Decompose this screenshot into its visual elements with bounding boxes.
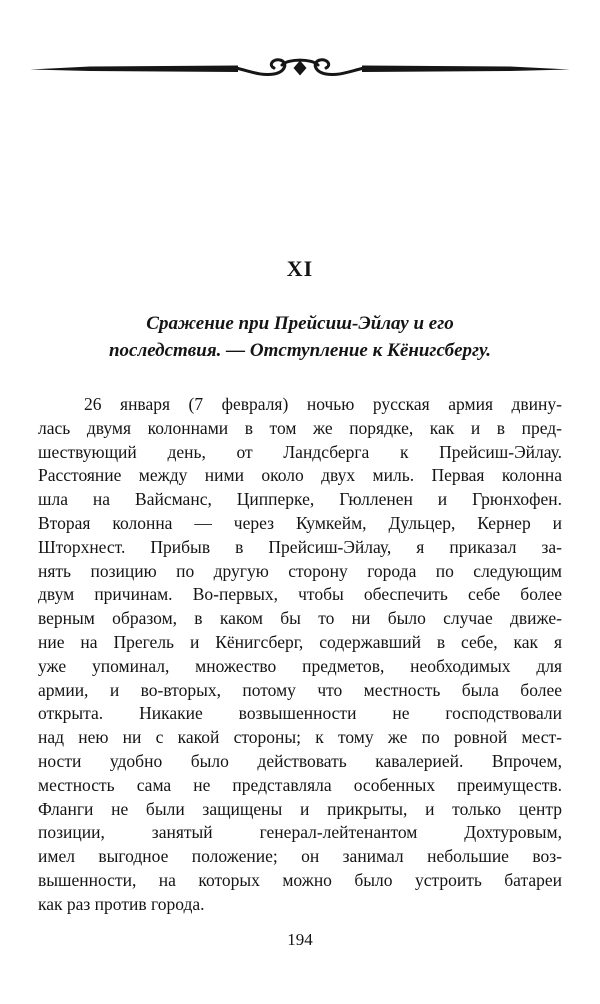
body-text-line: армии, и во-вторых, потому что местность была более	[38, 679, 562, 700]
body-text-line: над нею ни с какой стороны; к тому же по ровной мест-	[38, 727, 562, 748]
body-text-line: Фланги не были защищены и прикрыты, и только центр	[38, 798, 562, 819]
body-text-line: шла на Вайсманс, Ципперке, Гюлленен и Грюнхофен.	[38, 489, 562, 510]
body-text-line: вышенности, на которых можно было устроить батареи	[38, 869, 562, 890]
body-text-line: как раз против города.	[38, 893, 205, 914]
body-text-line: двум причинам. Во-первых, чтобы обеспечить себе более	[38, 584, 562, 605]
body-text-line: позиции, занятый генерал-лейтенантом Дохтуровым,	[38, 822, 562, 843]
body-text-line: уже упоминал, множество предметов, необходимых для	[38, 655, 562, 676]
body-text-line: открыта. Никакие возвышенности не господствовали	[38, 703, 562, 724]
header-ornament-divider	[30, 54, 570, 82]
chapter-number: XI	[286, 256, 314, 281]
body-text-line: нять позицию по другую сторону города по следующим	[38, 560, 562, 581]
page-number: 194	[287, 930, 313, 949]
chapter-heading	[0, 310, 600, 364]
body-text-line: Вторая колонна — через Кумкейм, Дульцер, Кернер и	[38, 512, 562, 533]
body-text-line: лась двумя колоннами в том же порядке, как и в пред-	[38, 417, 562, 438]
body-text-line: местность сама не представляла особенных преимуществ.	[38, 774, 562, 795]
body-text-line: имел выгодное положение; он занимал небольшие воз-	[38, 846, 562, 867]
body-text-line: Расстояние между ними около двух миль. Первая колонна	[38, 465, 562, 486]
chapter-heading-line-2: последствия. — Отступление к Кёнигсбергу.	[108, 340, 492, 361]
body-text-line: 26 января (7 февраля) ночью русская армия двину-	[84, 394, 562, 414]
body-text-line: Шторхнест. Прибыв в Прейсиш-Эйлау, я приказал за-	[38, 536, 562, 557]
chapter-heading-line-1: Сражение при Прейсиш-Эйлау и его	[146, 313, 454, 334]
body-text-line: верным образом, в каком бы то ни было случае движе-	[38, 608, 562, 629]
body-text-line: ности удобно было действовать кавалерией. Впрочем,	[38, 750, 562, 771]
body-text-line: ние на Прегель и Кёнигсберг, содержавший в себе, как я	[38, 631, 562, 652]
fleuron-icon	[30, 54, 570, 82]
body-text-line: шествующий день, от Ландсберга к Прейсиш-Эйлау.	[38, 441, 562, 462]
body-paragraph	[38, 393, 562, 917]
